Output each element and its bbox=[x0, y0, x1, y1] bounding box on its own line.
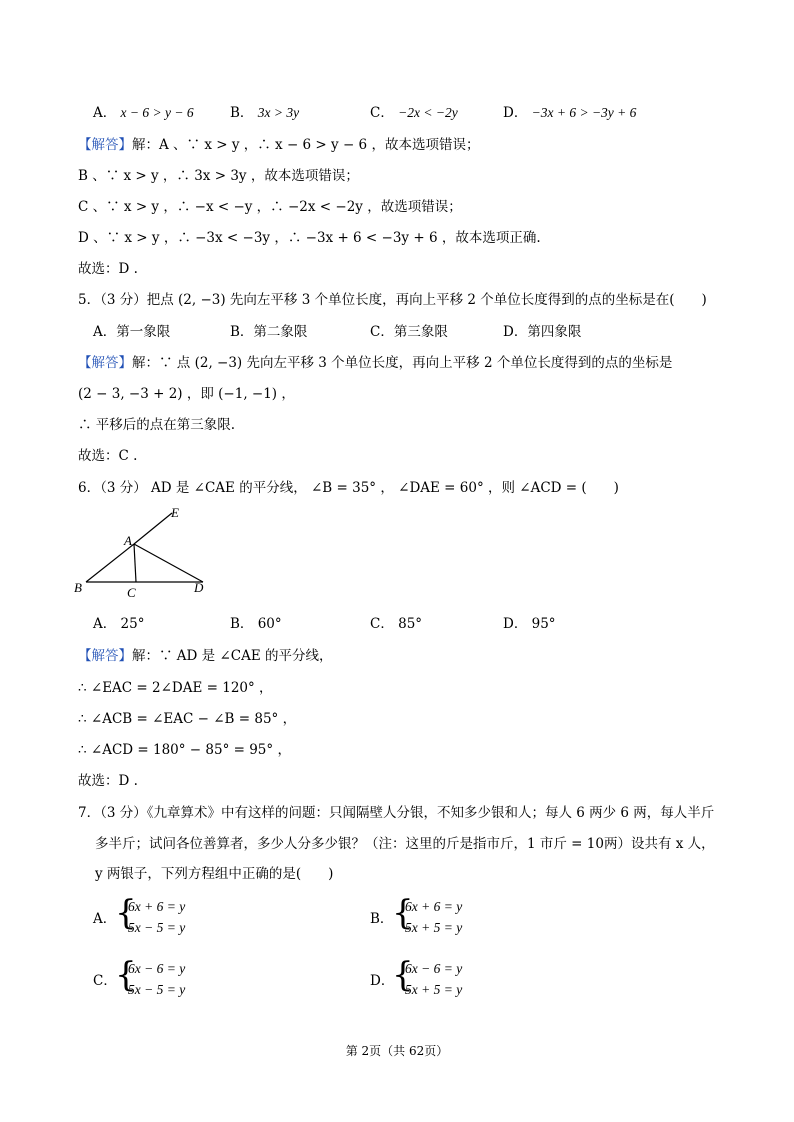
q6-triangle-figure bbox=[70, 500, 250, 600]
q6-stem: 6．（3 分） AD 是 ∠CAE 的平分线， ∠B = 35° ， ∠DAE = 60° ，则 ∠ACD = ( ) bbox=[78, 480, 619, 496]
q5-stem: 5．（3 分）把点 (2, −3) 先向左平移 3 个单位长度，再向上平移 2 个单位长度得到的点的坐标是在( ) bbox=[78, 292, 707, 308]
q7-option-d-eq2: 5x + 5 = y bbox=[405, 982, 463, 997]
q4-option-c: C． −2x < −2y bbox=[370, 105, 458, 121]
q4-solution-line-4: D 、∵ x > y ，∴ −3x < −3y ，∴ −3x + 6 < −3y + 6 ，故本选项正确. bbox=[78, 230, 541, 246]
q6-solution-line-2: ∴ ∠EAC = 2∠DAE = 120° ， bbox=[78, 680, 273, 696]
q5-solution-line-2: (2 − 3, −3 + 2) ，即 (−1, −1) ， bbox=[78, 386, 295, 402]
q6-choice: 故选：D . bbox=[78, 773, 138, 789]
q6-solution-line-3: ∴ ∠ACB = ∠EAC − ∠B = 85° ， bbox=[78, 711, 297, 727]
q6-option-c: C． 85° bbox=[370, 616, 423, 632]
q7-option-b-brace: { bbox=[392, 893, 414, 933]
q6-option-a: A． 25° bbox=[93, 616, 145, 632]
q5-solution-line-3: ∴ 平移后的点在第三象限. bbox=[78, 417, 236, 433]
line-ad bbox=[134, 544, 203, 582]
q5-option-c: C．第三象限 bbox=[370, 324, 448, 340]
q5-choice: 故选：C . bbox=[78, 448, 138, 464]
q4-option-a: A． x − 6 > y − 6 bbox=[93, 105, 194, 121]
q7-option-d-label: D． bbox=[370, 973, 395, 989]
q7-option-d-brace: { bbox=[392, 955, 414, 995]
q5-option-a: A．第一象限 bbox=[93, 324, 171, 340]
q4-solution-line-1: 【解答】解：A 、∵ x > y ，∴ x − 6 > y − 6 ，故本选项错误； bbox=[78, 137, 480, 153]
q7-option-d-eq1: 6x − 6 = y bbox=[405, 961, 463, 976]
q7-stem-line-2: 多半斤；试问各位善算者，多少人分多少银？（注：这里的斤是指市斤，1 市斤 = 10两）设共有 x 人， bbox=[95, 836, 715, 852]
label-a: A bbox=[124, 533, 132, 548]
q4-solution-line-3: C 、∵ x > y ，∴ −x < −y ，∴ −2x < −2y ，故选项错误； bbox=[78, 199, 462, 215]
line-ba bbox=[86, 544, 134, 582]
q7-option-c-brace: { bbox=[115, 955, 137, 995]
q7-option-b-label: B． bbox=[370, 911, 394, 927]
q6-solution-line-4: ∴ ∠ACD = 180° − 85° = 95° ， bbox=[78, 742, 291, 758]
q5-option-b: B．第二象限 bbox=[230, 324, 308, 340]
line-ac bbox=[134, 544, 136, 582]
q4-solution-line-2: B 、∵ x > y ，∴ 3x > 3y ，故本选项错误； bbox=[78, 168, 359, 184]
q7-option-c-eq2: 5x − 5 = y bbox=[128, 982, 186, 997]
ray-ae bbox=[134, 513, 172, 544]
q4-choice: 故选：D . bbox=[78, 261, 138, 277]
label-b: B bbox=[74, 580, 82, 595]
q7-option-a-brace: { bbox=[115, 893, 137, 933]
q4-option-b: B． 3x > 3y bbox=[230, 105, 300, 121]
q7-option-b-eq2: 5x + 5 = y bbox=[405, 920, 463, 935]
label-c: C bbox=[127, 585, 136, 600]
label-d: D bbox=[194, 580, 204, 595]
q7-option-c-eq1: 6x − 6 = y bbox=[128, 961, 186, 976]
label-e: E bbox=[171, 505, 179, 520]
q5-option-d: D．第四象限 bbox=[503, 324, 582, 340]
q7-option-a-label: A． bbox=[93, 911, 117, 927]
q4-option-d: D． −3x + 6 > −3y + 6 bbox=[503, 105, 637, 121]
q6-solution-line-1: 【解答】解：∵ AD 是 ∠CAE 的平分线， bbox=[78, 648, 333, 664]
q5-solution-line-1: 【解答】解：∵ 点 (2, −3) 先向左平移 3 个单位长度，再向上平移 2 个单位长度得到的点的坐标是 bbox=[78, 355, 673, 371]
q7-option-a-eq1: 6x + 6 = y bbox=[128, 899, 186, 914]
q7-stem-line-3: y 两银子，下列方程组中正确的是( ) bbox=[95, 866, 334, 882]
q7-option-a-eq2: 5x − 5 = y bbox=[128, 920, 186, 935]
page-footer: 第 2页（共 62页） bbox=[345, 1044, 449, 1058]
q6-option-d: D． 95° bbox=[503, 616, 556, 632]
q6-option-b: B． 60° bbox=[230, 616, 282, 632]
q7-stem-line-1: 7．（3 分）《九章算术》中有这样的问题：只闻隔壁人分银，不知多少银和人；每人 6 两少 6 两，每人半斤 bbox=[78, 805, 715, 821]
q7-option-c-label: C． bbox=[93, 973, 117, 989]
q7-option-b-eq1: 6x + 6 = y bbox=[405, 899, 463, 914]
